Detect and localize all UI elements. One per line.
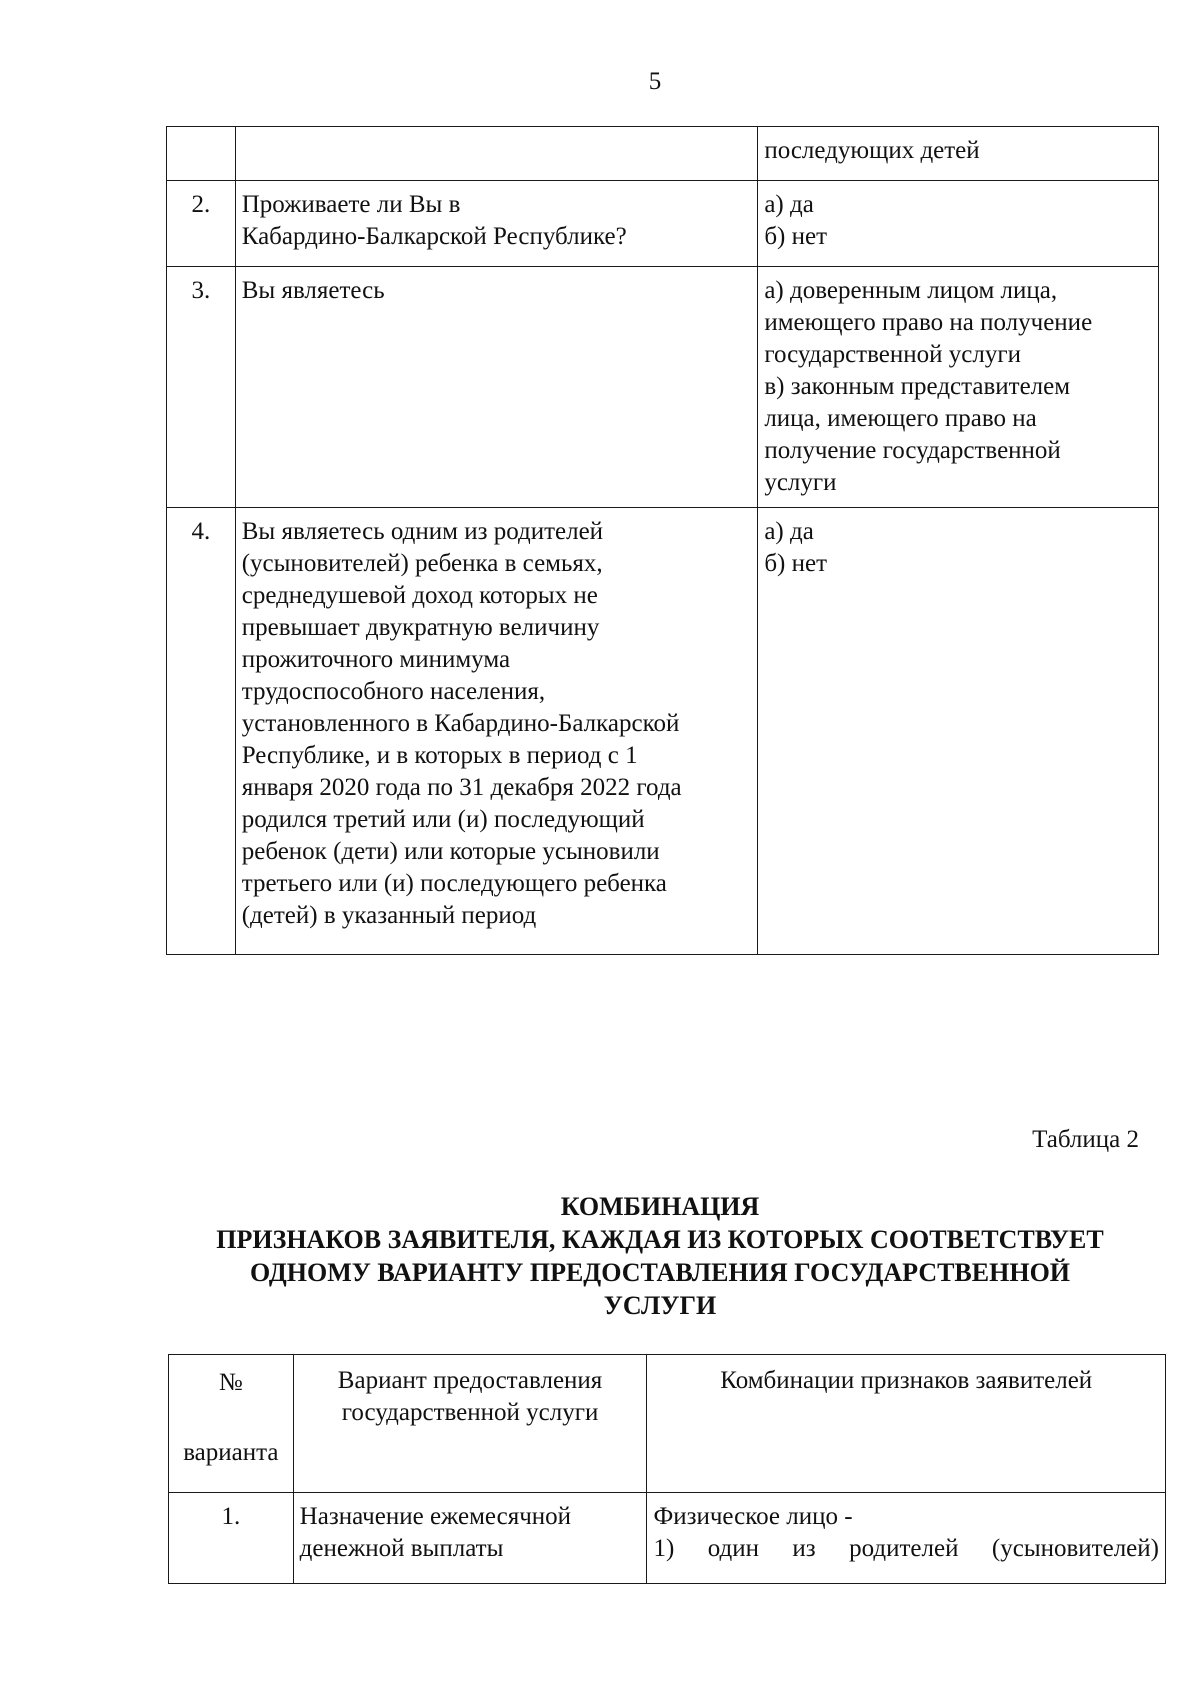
- question-line: Кабардино-Балкарской Республике?: [241, 223, 627, 250]
- row-number: [167, 127, 236, 181]
- answers-cell: [758, 267, 1159, 508]
- answer-line: государственной услуги: [764, 341, 1021, 368]
- heading-line: ПРИЗНАКОВ ЗАЯВИТЕЛЯ, КАЖДАЯ ИЗ КОТОРЫХ СООТВЕТСТВУЕТ: [216, 1225, 1104, 1254]
- question-line: установленного в Кабардино-Балкарской: [241, 710, 680, 737]
- table-row: [167, 267, 1159, 508]
- heading-line: ОДНОМУ ВАРИАНТУ ПРЕДОСТАВЛЕНИЯ ГОСУДАРСТВЕННОЙ: [249, 1258, 1071, 1287]
- question-line: родился третий или (и) последующий: [241, 806, 645, 833]
- number-header-word: варианта: [183, 1439, 279, 1466]
- answer-line: а) да: [764, 518, 814, 545]
- question-line: Вы являетесь одним из родителей: [241, 518, 604, 545]
- combination-word: из: [792, 1535, 816, 1562]
- answers-cell: [758, 181, 1159, 267]
- variant-cell: [293, 1493, 647, 1584]
- answer-line: б) нет: [764, 223, 828, 250]
- answer-line: б) нет: [764, 550, 828, 577]
- question-line: третьего или (и) последующего ребенка: [241, 870, 667, 897]
- table-row: [169, 1493, 1166, 1584]
- combination-word: родителей: [849, 1535, 959, 1562]
- question-cell: [235, 127, 758, 181]
- page-number: 5: [648, 68, 662, 95]
- table-header-row: [169, 1355, 1166, 1493]
- variants-table: [168, 1354, 1166, 1584]
- question-line: прожиточного минимума: [241, 646, 511, 673]
- number-sign: №: [218, 1369, 243, 1396]
- combination-line: [653, 1533, 1159, 1565]
- combination-word: 1): [653, 1535, 675, 1562]
- combination-line: Физическое лицо -: [653, 1503, 853, 1530]
- section-heading: [160, 1190, 1160, 1322]
- question-line: Республике, и в которых в период с 1: [241, 742, 638, 769]
- question-line: (детей) в указанный период: [241, 902, 537, 929]
- heading-line: КОМБИНАЦИЯ: [560, 1192, 760, 1221]
- answers-cell: [758, 127, 1159, 181]
- question-line: трудоспособного населения,: [241, 678, 546, 705]
- question-line: Вы являетесь: [241, 277, 385, 304]
- row-number: 4.: [167, 508, 236, 955]
- question-line: января 2020 года по 31 декабря 2022 года: [241, 774, 682, 801]
- column-header-number: [169, 1355, 294, 1493]
- answers-cell: [758, 508, 1159, 955]
- table-row: [167, 181, 1159, 267]
- variant-line: Назначение ежемесячной: [299, 1503, 572, 1530]
- answer-line: последующих детей: [764, 137, 980, 164]
- question-cell: [235, 508, 758, 955]
- question-cell: [235, 267, 758, 508]
- answer-line: услуги: [764, 469, 837, 496]
- question-line: среднедушевой доход которых не: [241, 582, 598, 609]
- row-number: 2.: [167, 181, 236, 267]
- combination-word: (усыновителей): [991, 1535, 1159, 1562]
- answer-line: а) да: [764, 191, 814, 218]
- column-header-variant: [293, 1355, 647, 1493]
- row-number: 3.: [167, 267, 236, 508]
- answer-line: получение государственной: [764, 437, 1061, 464]
- column-header-combination: [647, 1355, 1166, 1493]
- questions-table: [166, 126, 1159, 955]
- header-line: Вариант предоставления: [337, 1367, 603, 1394]
- answer-line: а) доверенным лицом лица,: [764, 277, 1058, 304]
- question-line: превышает двукратную величину: [241, 614, 600, 641]
- question-line: Проживаете ли Вы в: [241, 191, 461, 218]
- heading-line: УСЛУГИ: [603, 1291, 717, 1320]
- answer-line: в) законным представителем: [764, 373, 1071, 400]
- answer-line: лица, имеющего право на: [764, 405, 1037, 432]
- combination-cell: [647, 1493, 1166, 1584]
- answer-line: имеющего право на получение: [764, 309, 1093, 336]
- question-line: (усыновителей) ребенка в семьях,: [241, 550, 603, 577]
- variant-line: денежной выплаты: [299, 1535, 504, 1562]
- table-row: [167, 127, 1159, 181]
- question-cell: [235, 181, 758, 267]
- table-row: [167, 508, 1159, 955]
- table-caption: Таблица 2: [1032, 1126, 1139, 1153]
- question-line: ребенок (дети) или которые усыновили: [241, 838, 660, 865]
- header-line: Комбинации признаков заявителей: [720, 1367, 1093, 1394]
- row-number: 1.: [169, 1493, 294, 1584]
- header-line: государственной услуги: [341, 1399, 599, 1426]
- combination-word: один: [707, 1535, 759, 1562]
